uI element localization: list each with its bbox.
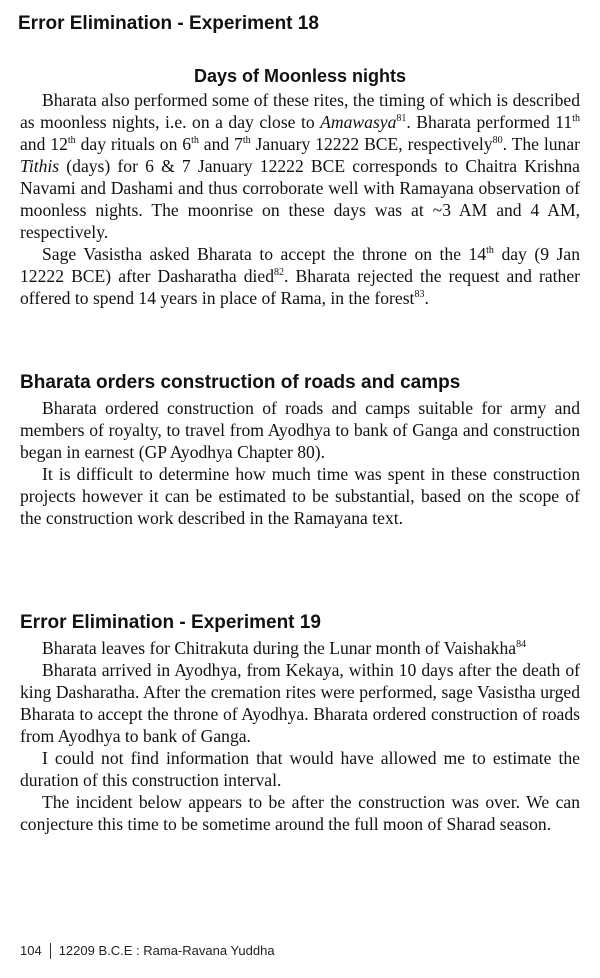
footnote-ref: 83: [414, 289, 425, 301]
footnote-ref: 80: [492, 135, 503, 147]
section1-body: [20, 89, 580, 309]
paragraph: Bharata leaves for Chitrakuta during the Lunar month of Vaishakha$^{84}$: [42, 638, 527, 658]
paragraph: I could not find information that would have allowed me to estimate the duration of this construction interval.: [20, 748, 580, 790]
section-heading-experiment-19: Error Elimination - Experiment 19: [20, 612, 321, 633]
footnote-ref: 81: [396, 113, 407, 125]
footer-divider: [50, 943, 51, 959]
italic-term: Tithis: [20, 156, 60, 176]
page-number: 104: [20, 943, 42, 958]
paragraph: Bharata ordered construction of roads and camps suitable for army and members of royalty, to travel from Ayodhya to bank of Ganga and construction began in earnest (GP Ayodhya Chapter 80).: [20, 398, 580, 462]
section-heading-experiment-18: Error Elimination - Experiment 18: [18, 13, 319, 34]
paragraph: The incident below appears to be after the construction was over. We can conjecture this time to be sometime around the full moon of Sharad season.: [20, 792, 580, 834]
footnote-ref: 82: [274, 267, 285, 279]
italic-term: Amawasya: [320, 112, 397, 132]
paragraph: It is difficult to determine how much time was spent in these construction projects however it can be estimated to be substantial, based on the scope of the construction work described in the Ramayana text.: [20, 464, 580, 528]
paragraph: Bharata also performed some of these rites, the timing of which is described as moonless nights, i.e. on a day close to Amawasya$^{81}$. Bharata performed 11th and 12th day rituals on 6th and 7th January 12222 BCE, respectively$^{80}$. The lunar Tithis (days) for 6 & 7 January 12222 BCE corresponds to Chaitra Krishna Navami and Dashami and thus corroborate well with Ramayana observation of moonless nights. The moonrise on these days was at ~3 AM and 4 AM, respectively.: [20, 90, 580, 242]
subheading-moonless-nights: Days of Moonless nights: [193, 66, 407, 86]
section3-body: [20, 637, 580, 835]
paragraph: Sage Vasistha asked Bharata to accept the throne on the 14th day (9 Jan 12222 BCE) after Dasharatha died$^{82}$. Bharata rejected the request and rather offered to spend 14 years in place of Rama, in the forest$^{83}$.: [20, 244, 580, 308]
section-heading-roads-and-camps: Bharata orders construction of roads and camps: [20, 372, 461, 393]
footnote-ref: 84: [516, 639, 527, 651]
section2-body: [20, 397, 580, 529]
paragraph: Bharata arrived in Ayodhya, from Kekaya, within 10 days after the death of king Dasharatha. After the cremation rites were performed, sage Vasistha urged Bharata to accept the throne of Ayodhya. Bharata ordered construction of roads from Ayodhya to bank of Ganga.: [20, 660, 580, 746]
running-title: 12209 B.C.E : Rama-Ravana Yuddha: [58, 943, 275, 958]
page-footer: [20, 942, 275, 960]
